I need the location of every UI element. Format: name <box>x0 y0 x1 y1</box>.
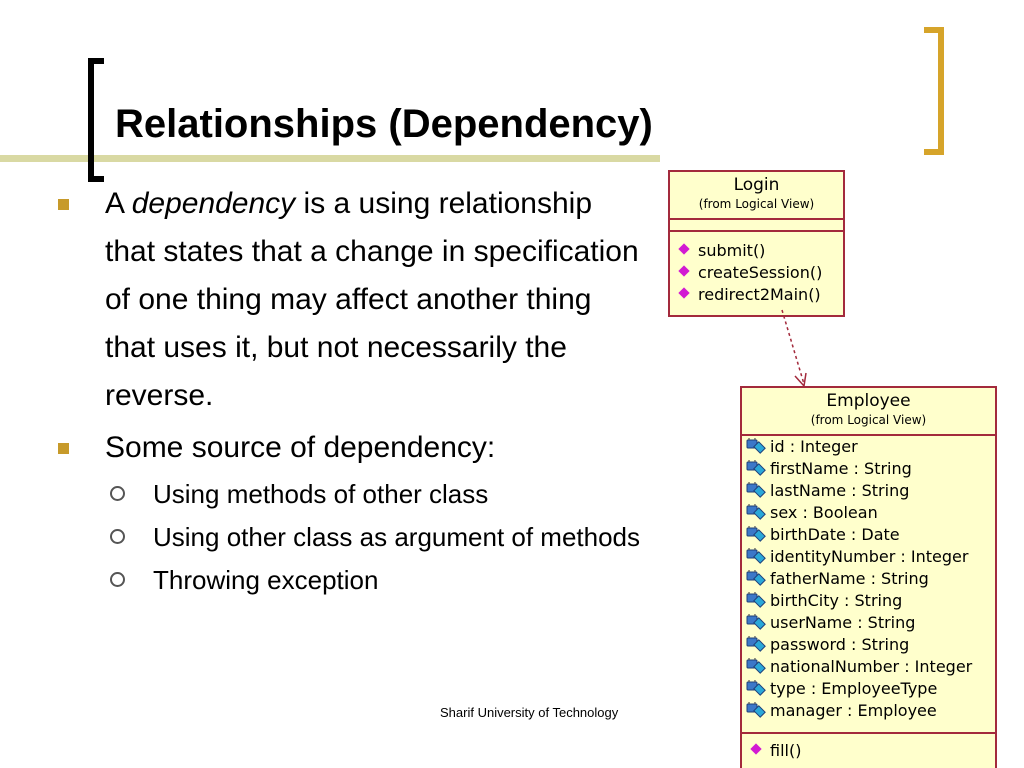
dependency-line <box>782 310 804 384</box>
left-bracket-decoration <box>88 58 104 182</box>
uml-operation <box>676 240 843 262</box>
attribute-label: firstName : String <box>770 459 912 478</box>
attribute-label: id : Integer <box>770 437 858 456</box>
attribute-label: nationalNumber : Integer <box>770 657 973 676</box>
uml-attribute <box>748 590 995 612</box>
private-attribute-icon <box>746 548 766 564</box>
uml-attribute <box>748 546 995 568</box>
operation-label: redirect2Main() <box>698 285 821 304</box>
attribute-label: type : EmployeeType <box>770 679 938 698</box>
private-attribute-icon <box>746 702 766 718</box>
uml-attribute <box>748 480 995 502</box>
uml-attribute <box>748 656 995 678</box>
attribute-label: fatherName : String <box>770 569 929 588</box>
bullet-text-rest: is a using relationship that states that a change in specification of one thing may affect another thing that uses it, but not necessarily the reverse. <box>105 187 639 412</box>
uml-attribute <box>748 634 995 656</box>
public-operation-icon <box>750 743 761 754</box>
private-attribute-icon <box>746 592 766 608</box>
uml-class-name: Login <box>733 175 780 195</box>
sub-bullet-text: Using methods of other class <box>153 479 489 509</box>
sub-bullet-item <box>55 562 645 599</box>
attribute-label: identityNumber : Integer <box>770 547 969 566</box>
sub-bullet-item <box>55 519 645 556</box>
bullet-text-emphasis: dependency <box>131 187 296 220</box>
private-attribute-icon <box>746 680 766 696</box>
uml-class-employee <box>740 386 997 768</box>
uml-class-header <box>742 388 995 436</box>
public-operation-icon <box>678 243 689 254</box>
attribute-label: userName : String <box>770 613 916 632</box>
attribute-label: lastName : String <box>770 481 910 500</box>
dependency-arrowhead <box>795 373 806 386</box>
public-operation-icon <box>678 287 689 298</box>
uml-operations-compartment <box>742 734 995 762</box>
circle-bullet-icon <box>110 529 125 544</box>
circle-bullet-icon <box>110 572 125 587</box>
uml-class-name: Employee <box>826 391 911 411</box>
uml-attribute <box>748 568 995 590</box>
slide-footer: Sharif University of Technology <box>440 705 619 720</box>
uml-attribute <box>748 678 995 700</box>
uml-attribute <box>748 700 995 722</box>
operation-label: submit() <box>698 241 766 260</box>
private-attribute-icon <box>746 526 766 542</box>
private-attribute-icon <box>746 482 766 498</box>
private-attribute-icon <box>746 460 766 476</box>
uml-class-package: (from Logical View) <box>698 197 815 211</box>
attribute-label: birthCity : String <box>770 591 903 610</box>
uml-operations-compartment <box>670 232 843 306</box>
private-attribute-icon <box>746 658 766 674</box>
bullet-item <box>55 180 645 420</box>
uml-class-header <box>670 172 843 220</box>
private-attribute-icon <box>746 570 766 586</box>
private-attribute-icon <box>746 636 766 652</box>
uml-class-package: (from Logical View) <box>810 413 927 427</box>
sub-bullet-item <box>55 476 645 513</box>
bullet-item <box>55 424 645 472</box>
uml-attribute <box>748 436 995 458</box>
slide-title: Relationships (Dependency) <box>115 102 653 146</box>
uml-attributes-compartment <box>742 436 995 734</box>
attribute-label: manager : Employee <box>770 701 937 720</box>
bullet-text: Some source of dependency: <box>105 431 496 464</box>
private-attribute-icon <box>746 438 766 454</box>
uml-class-login <box>668 170 845 317</box>
uml-operation <box>748 740 995 762</box>
sub-bullet-text: Using other class as argument of methods <box>153 522 641 552</box>
attribute-label: password : String <box>770 635 910 654</box>
private-attribute-icon <box>746 614 766 630</box>
uml-operation <box>676 262 843 284</box>
uml-attribute <box>748 524 995 546</box>
uml-attribute <box>748 502 995 524</box>
right-bracket-decoration <box>924 27 944 155</box>
slide-body <box>55 180 645 605</box>
square-bullet-icon <box>58 199 69 210</box>
square-bullet-icon <box>58 443 69 454</box>
bullet-text-prefix: A <box>105 187 132 220</box>
private-attribute-icon <box>746 504 766 520</box>
operation-label: fill() <box>770 741 802 760</box>
dependency-arrow <box>760 310 830 390</box>
circle-bullet-icon <box>110 486 125 501</box>
uml-operation <box>676 284 843 306</box>
public-operation-icon <box>678 265 689 276</box>
attribute-label: birthDate : Date <box>770 525 900 544</box>
uml-attribute <box>748 458 995 480</box>
sub-bullet-text: Throwing exception <box>153 565 379 595</box>
uml-attribute <box>748 612 995 634</box>
uml-attributes-compartment <box>670 220 843 232</box>
operation-label: createSession() <box>698 263 823 282</box>
attribute-label: sex : Boolean <box>770 503 878 522</box>
